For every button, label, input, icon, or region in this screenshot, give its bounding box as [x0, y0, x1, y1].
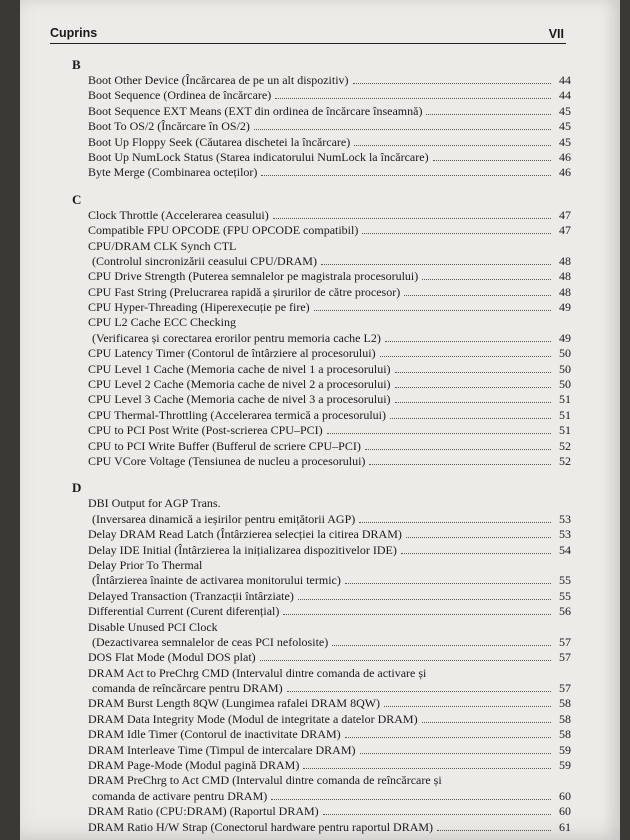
toc-entry-page: 58: [559, 711, 571, 726]
dot-leader: [406, 536, 551, 538]
toc-entry-title: CPU Latency Timer (Contorul de întârziere al procesorului): [88, 346, 376, 361]
toc-entry-page: 59: [559, 758, 571, 773]
dot-leader: [314, 309, 551, 311]
section-letter: D: [72, 480, 82, 496]
toc-entry: [66, 377, 571, 392]
toc-entry-title: DRAM Data Integrity Mode (Modul de integritate a datelor DRAM): [88, 711, 418, 726]
toc-entry-page: 48: [559, 284, 571, 299]
toc-entry-title: DRAM Ratio (CPU:DRAM) (Raportul DRAM): [88, 804, 319, 819]
toc-entry-title: CPU to PCI Post Write (Post-scrierea CPU–PCI): [88, 423, 323, 438]
toc-entry-page: 48: [559, 269, 571, 284]
toc-entry-title: CPU to PCI Write Buffer (Bufferul de scriere CPU–PCI): [88, 438, 361, 453]
dot-leader: [385, 340, 551, 342]
toc-entry-page: 51: [559, 407, 571, 422]
toc-entry-page: 55: [559, 588, 571, 603]
dot-leader: [323, 813, 551, 815]
toc-entry-page: 57: [559, 634, 571, 649]
toc-entry: [66, 104, 571, 119]
toc-entry-page: 52: [559, 453, 571, 468]
toc-entry-title: Delayed Transaction (Tranzacții întârziate): [88, 588, 294, 603]
toc-entry-title: comanda de activare pentru DRAM): [92, 788, 268, 803]
section-gap: [66, 469, 571, 479]
toc-entry: [66, 666, 571, 697]
toc-entry-title: Boot Up NumLock Status (Starea indicatorului NumLock la încărcare): [88, 149, 429, 164]
toc-entry-page: 60: [559, 804, 571, 819]
toc-entry: [66, 712, 571, 727]
dot-leader: [303, 767, 551, 769]
toc-entry-page: 59: [559, 742, 571, 757]
toc-entry-page: 47: [559, 223, 571, 238]
section-gap: [66, 181, 571, 191]
toc-entry: [66, 165, 571, 180]
dot-leader: [433, 159, 551, 161]
toc-entry: [66, 239, 571, 270]
dot-leader: [395, 401, 551, 403]
toc-entry-title: CPU Fast String (Prelucrarea rapidă a șirurilor de către procesor): [88, 284, 401, 299]
toc-entry: [66, 362, 571, 377]
toc-entry: [66, 620, 571, 651]
toc-entry-page: 54: [559, 542, 571, 557]
toc-entry-title: (Inversarea dinamică a ieșirilor pentru emițătorii AGP): [92, 511, 356, 526]
toc-entry-page: 61: [559, 819, 571, 834]
toc-entry: [66, 696, 571, 711]
dot-leader: [353, 82, 551, 84]
dot-leader: [332, 644, 551, 646]
dot-leader: [369, 463, 551, 465]
toc-entry-page: 45: [559, 119, 571, 134]
toc-entry-title: Byte Merge (Combinarea octeților): [88, 165, 258, 180]
dot-leader: [283, 613, 551, 615]
header-page-numeral: VII: [548, 27, 564, 41]
section-letter: B: [72, 57, 81, 72]
table-of-contents: [66, 56, 571, 835]
toc-entry-title: CPU Hyper-Threading (Hiperexecuție pe fire): [88, 300, 310, 315]
toc-entry-page: 50: [559, 361, 571, 376]
toc-entry: [66, 650, 571, 665]
toc-entry-title: (Întârzierea înainte de activarea monitorului termic): [92, 573, 341, 588]
toc-entry: [66, 558, 571, 589]
dot-leader: [354, 144, 551, 146]
dot-leader: [261, 174, 551, 176]
toc-entry-title: Disable Unused PCI Clock: [88, 619, 218, 634]
toc-entry-title: DRAM PreChrg to Act CMD (Intervalul dintre comanda de reîncărcare și: [88, 773, 442, 788]
book-page: [20, 0, 620, 840]
toc-entry: [66, 135, 571, 150]
toc-entry-page: 58: [559, 696, 571, 711]
toc-entry-page: 51: [559, 423, 571, 438]
toc-entry-title: Boot Other Device (Încărcarea de pe un alt dispozitiv): [88, 73, 349, 87]
toc-entry: [66, 408, 571, 423]
toc-entry-title: Delay IDE Initial (Întârzierea la inițializarea dispozitivelor IDE): [88, 542, 397, 557]
toc-entry-title: (Controlul sincronizării ceasului CPU/DRAM): [92, 253, 317, 268]
toc-entry-title: (Verificarea și corectarea erorilor pentru memoria cache L2): [92, 330, 381, 345]
dot-leader: [404, 294, 551, 296]
toc-entry: [66, 285, 571, 300]
dot-leader: [321, 263, 551, 265]
toc-entry-page: 56: [559, 604, 571, 619]
toc-entry-title: DRAM Idle Timer (Contorul de inactivitate DRAM): [88, 727, 341, 742]
toc-entry-title: Differential Current (Curent diferențial): [88, 604, 280, 619]
toc-entry-page: 47: [559, 207, 571, 222]
toc-entry: [66, 88, 571, 103]
toc-entry: [66, 73, 571, 88]
toc-entry: [66, 804, 571, 819]
toc-entry-page: 45: [559, 134, 571, 149]
toc-entry: [66, 269, 571, 284]
toc-entry-title: CPU Level 2 Cache (Memoria cache de nivel 2 a procesorului): [88, 377, 391, 392]
toc-entry-title: Compatible FPU OPCODE (FPU OPCODE compatibil): [88, 223, 359, 238]
toc-entry-title: Clock Throttle (Accelerarea ceasului): [88, 207, 269, 222]
toc-entry-page: 48: [559, 253, 571, 268]
toc-entry-page: 44: [559, 73, 571, 87]
toc-entry-page: 60: [559, 788, 571, 803]
toc-entry-title: DRAM Interleave Time (Timpul de intercalare DRAM): [88, 742, 356, 757]
toc-entry: [66, 604, 571, 619]
toc-entry-page: 53: [559, 511, 571, 526]
toc-entry-title: Boot Up Floppy Seek (Căutarea dischetei la încărcare): [88, 134, 351, 149]
toc-entry-page: 50: [559, 377, 571, 392]
toc-entry-page: 50: [559, 346, 571, 361]
toc-entry-title: DRAM Ratio H/W Strap (Conectorul hardware pentru raportul DRAM): [88, 819, 434, 834]
toc-entry: [66, 543, 571, 558]
dot-leader: [287, 690, 551, 692]
toc-entry-title: DBI Output for AGP Trans.: [88, 496, 221, 511]
toc-entry-page: 52: [559, 438, 571, 453]
header-title: Cuprins: [50, 26, 98, 40]
toc-entry-title: CPU L2 Cache ECC Checking: [88, 315, 236, 330]
toc-entry: [66, 150, 571, 165]
toc-entry-title: Boot To OS/2 (Încărcare în OS/2): [88, 119, 250, 134]
running-header: [50, 28, 566, 44]
toc-entry-title: CPU Level 1 Cache (Memoria cache de nivel 1 a procesorului): [88, 361, 391, 376]
toc-entry-title: Boot Sequence EXT Means (EXT din ordinea de încărcare înseamnă): [88, 103, 423, 118]
toc-entry-page: 45: [559, 103, 571, 118]
toc-entry: [66, 346, 571, 361]
dot-leader: [362, 232, 551, 234]
dot-leader: [365, 448, 551, 450]
toc-entry-page: 46: [559, 165, 571, 180]
dot-leader: [422, 721, 551, 723]
toc-entry-title: DRAM Burst Length 8QW (Lungimea rafalei DRAM 8QW): [88, 696, 381, 711]
dot-leader: [359, 521, 551, 523]
toc-entry-title: Delay DRAM Read Latch (Întârzierea selecției la citirea DRAM): [88, 527, 402, 542]
toc-entry: [66, 392, 571, 407]
toc-entry: [66, 773, 571, 804]
toc-entry-page: 57: [559, 681, 571, 696]
toc-entry-title: DRAM Act to PreChrg CMD (Intervalul dintre comanda de activare și: [88, 665, 427, 680]
toc-entry-title: Delay Prior To Thermal: [88, 557, 203, 572]
dot-leader: [298, 598, 551, 600]
toc-entry: [66, 223, 571, 238]
dot-leader: [271, 798, 551, 800]
toc-entry: [66, 820, 571, 835]
toc-entry-title: DOS Flat Mode (Modul DOS plat): [88, 650, 256, 665]
dot-leader: [437, 829, 551, 831]
dot-leader: [360, 752, 551, 754]
toc-entry: [66, 527, 571, 542]
toc-entry: [66, 727, 571, 742]
dot-leader: [254, 128, 551, 130]
toc-entry-page: 53: [559, 527, 571, 542]
toc-entry-page: 51: [559, 392, 571, 407]
dot-leader: [273, 217, 551, 219]
toc-entry: [66, 496, 571, 527]
dot-leader: [275, 97, 551, 99]
dot-leader: [395, 386, 551, 388]
toc-entry: [66, 439, 571, 454]
toc-entry-page: 57: [559, 650, 571, 665]
dot-leader: [345, 582, 551, 584]
toc-entry-page: 44: [559, 88, 571, 103]
dot-leader: [327, 432, 551, 434]
toc-entry-title: (Dezactivarea semnalelor de ceas PCI nefolosite): [92, 634, 329, 649]
toc-entry-title: CPU Drive Strength (Puterea semnalelor pe magistrala procesorului): [88, 269, 419, 284]
toc-entry-title: comanda de reîncărcare pentru DRAM): [92, 681, 283, 696]
toc-entry-title: CPU VCore Voltage (Tensiunea de nucleu a procesorului): [88, 453, 366, 468]
section-letter: C: [72, 191, 82, 207]
toc-entry-title: DRAM Page-Mode (Modul pagină DRAM): [88, 758, 300, 773]
toc-entry: [66, 208, 571, 223]
dot-leader: [390, 417, 551, 419]
dot-leader: [384, 705, 551, 707]
toc-entry: [66, 119, 571, 134]
toc-entry: [66, 454, 571, 469]
toc-entry: [66, 743, 571, 758]
toc-entry-title: CPU Level 3 Cache (Memoria cache de nivel 3 a procesorului): [88, 392, 391, 407]
dot-leader: [380, 355, 551, 357]
toc-entry-title: CPU Thermal-Throttling (Accelerarea termică a procesorului): [88, 407, 386, 422]
toc-entry: [66, 589, 571, 604]
dot-leader: [395, 371, 551, 373]
dot-leader: [260, 659, 551, 661]
toc-entry-page: 55: [559, 573, 571, 588]
toc-entry: [66, 315, 571, 346]
toc-entry-page: 46: [559, 149, 571, 164]
dot-leader: [401, 552, 551, 554]
toc-entry-title: CPU/DRAM CLK Synch CTL: [88, 238, 237, 253]
toc-entry-page: 49: [559, 330, 571, 345]
toc-entry: [66, 300, 571, 315]
toc-entry-page: 58: [559, 727, 571, 742]
dot-leader: [426, 113, 551, 115]
dot-leader: [422, 278, 551, 280]
toc-entry-title: Boot Sequence (Ordinea de încărcare): [88, 88, 272, 103]
toc-entry-page: 49: [559, 300, 571, 315]
toc-entry: [66, 423, 571, 438]
toc-entry: [66, 758, 571, 773]
dot-leader: [345, 736, 551, 738]
